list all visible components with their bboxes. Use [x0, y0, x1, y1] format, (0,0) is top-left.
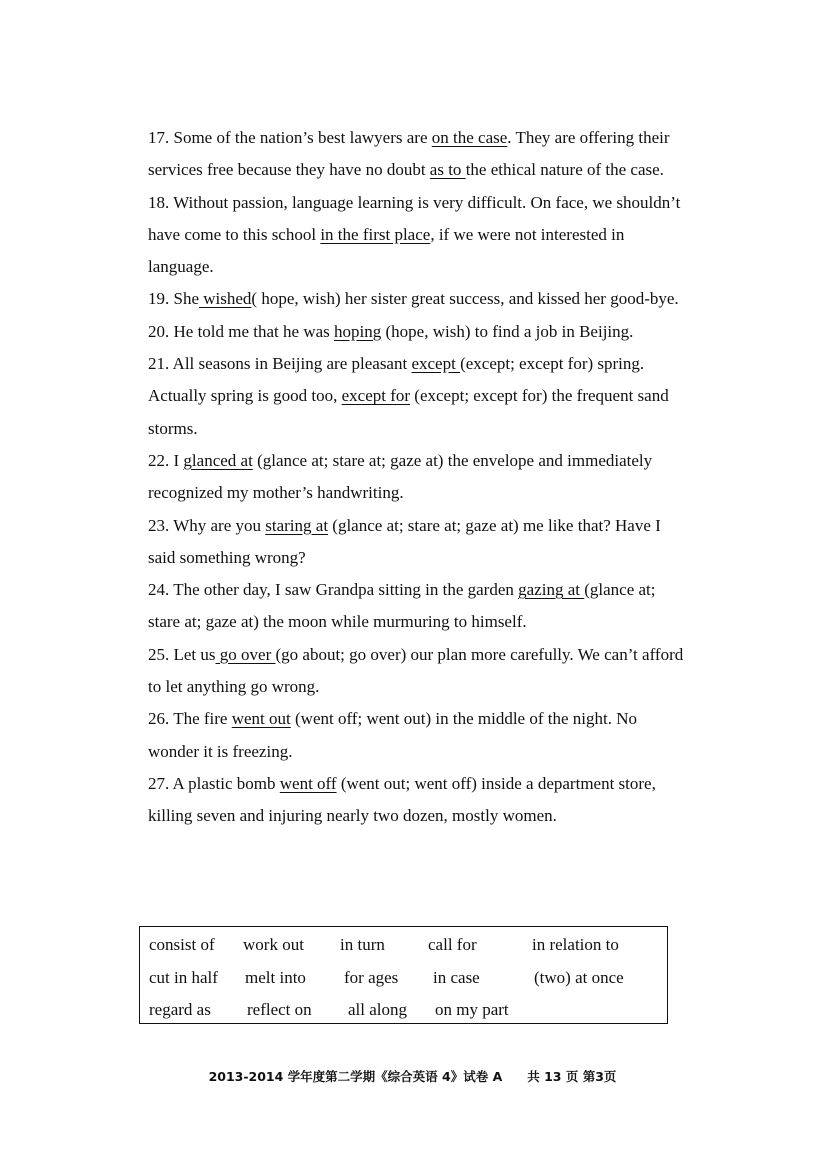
item-text: (glance at; stare at; gaze at) the envelope and immediately recognized my mother’s handwriting. [148, 450, 653, 503]
word-bank-phrase: call for [428, 935, 477, 954]
word-bank-phrase: all along [348, 1000, 408, 1019]
word-bank-phrase: for ages [344, 968, 399, 987]
exercise-item [148, 639, 688, 704]
item-text: 20. He told me that he was [148, 321, 335, 341]
item-text: 22. I [148, 450, 184, 470]
word-bank-row [140, 929, 667, 961]
word-bank-phrase: consist of [149, 935, 215, 954]
item-text: 25. Let us [148, 644, 216, 664]
page-footer: 2013-2014 学年度第二学期《综合英语 4》试卷 A 共 13 页 第3页 [208, 1069, 617, 1084]
exercise-item [148, 122, 688, 187]
answer-blank: wished [199, 289, 252, 309]
answer-blank: glanced at [183, 450, 253, 470]
item-text: 18. Without passion, language learning is very difficult. On face, we shouldn’t have come to this school [148, 192, 681, 244]
answer-blank: gazing at [518, 580, 585, 600]
item-text: 19. She [148, 289, 199, 309]
item-text: (hope, wish) to find a job in Beijing. [381, 321, 634, 341]
word-bank-phrase: in turn [340, 935, 385, 954]
exercise-item [148, 445, 688, 510]
word-bank-phrase: work out [243, 935, 304, 954]
answer-blank: go over [215, 644, 276, 664]
word-bank-row [140, 994, 667, 1026]
word-bank-phrase: (two) at once [534, 968, 624, 987]
exercise-text [148, 122, 688, 833]
item-text: 17. Some of the nation’s best lawyers are [148, 128, 432, 147]
exercise-item [148, 187, 688, 284]
item-text: (go about; go over) our plan more carefully. We can’t afford to let anything go wrong. [148, 644, 684, 697]
item-text: (except; except for) spring. Actually spring is good too, [148, 354, 645, 406]
exercise-item [148, 510, 688, 575]
item-text: . They are offering their services free because they have no doubt [148, 128, 670, 180]
answer-blank: hoping [334, 321, 382, 341]
answer-blank: staring at [265, 515, 329, 535]
word-bank-phrase: melt into [245, 968, 306, 987]
word-bank-row [140, 962, 667, 994]
word-bank-phrase: reflect on [247, 1000, 312, 1019]
word-bank-phrase: in case [433, 968, 480, 987]
item-text: (went off; went out) in the middle of the night. No wonder it is freezing. [148, 709, 637, 761]
item-text: 21. All seasons in Beijing are pleasant [148, 354, 412, 374]
item-text: 23. Why are you [148, 515, 266, 535]
word-bank-phrase: on my part [435, 1000, 509, 1019]
answer-blank: went off [279, 773, 337, 793]
answer-blank: except for [341, 386, 411, 406]
word-bank-phrase: regard as [149, 1000, 211, 1019]
item-text: 26. The fire [148, 709, 232, 729]
exercise-item [148, 703, 688, 768]
item-text: (except; except for) the frequent sand storms. [148, 386, 669, 438]
exercise-item [148, 574, 688, 639]
answer-blank: except [411, 354, 461, 374]
exercise-item [148, 316, 688, 348]
answer-blank: in the first place [320, 224, 431, 244]
exercise-item [148, 283, 688, 315]
item-text: 27. A plastic bomb [148, 773, 280, 793]
item-text: (glance at; stare at; gaze at) me like that? Have I said something wrong? [148, 515, 661, 567]
item-text: (went out; went off) inside a department store, killing seven and injuring nearly two dozen, mostly women. [148, 773, 656, 826]
word-bank-box [139, 926, 668, 1024]
item-text: (glance at; stare at; gaze at) the moon while murmuring to himself. [148, 580, 656, 632]
exercise-item [148, 348, 688, 445]
answer-blank: went out [231, 709, 291, 729]
answer-blank: as to [429, 160, 466, 180]
exercise-item [148, 768, 688, 833]
word-bank-phrase: cut in half [149, 968, 218, 987]
word-bank-phrase: in relation to [532, 935, 619, 954]
item-text: , if we were not interested in language. [148, 224, 625, 277]
item-text: ( hope, wish) her sister great success, and kissed her good-bye. [251, 289, 679, 309]
item-text: the ethical nature of the case. [465, 160, 664, 180]
answer-blank: on the case [431, 128, 508, 147]
item-text: 24. The other day, I saw Grandpa sitting in the garden [148, 580, 519, 600]
